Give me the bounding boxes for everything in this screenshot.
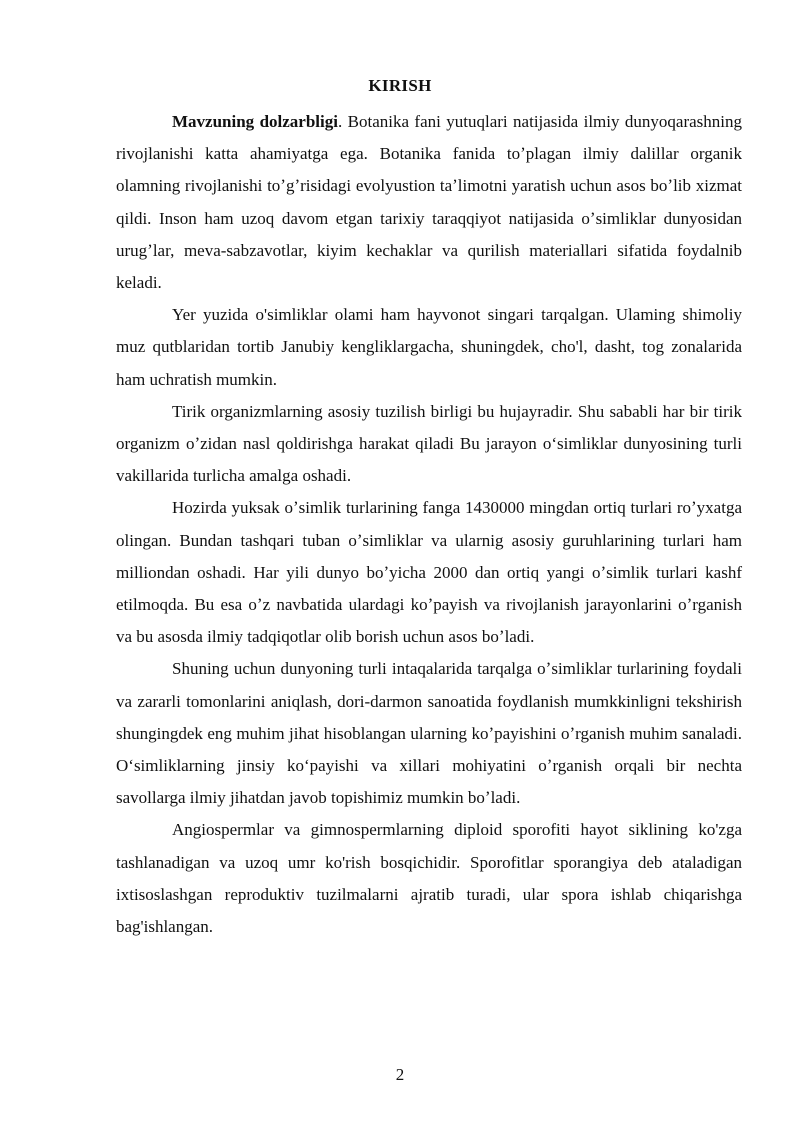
- paragraph-text: Tirik organizmlarning asosiy tuzilish birligi bu hujayradir. Shu sababli har bir tirik organizm oʼzidan nasl qoldirishga harakat qiladi Bu jarayon oʻsimliklar dunyosining turli vakillarida turlicha amalga oshadi.: [116, 401, 742, 486]
- paragraph-text: Hozirda yuksak oʼsimlik turlarining fanga 1430000 mingdan ortiq turlari roʼyxatga olingan. Bundan tashqari tuban oʼsimliklar va ularnig asosiy guruhlarining turlari ham milliondan oshadi. Har yili dunyo boʼyicha 2000 dan ortiq yangi oʼsimlik turlari kashf etilmoqda. Bu esa oʼz navbatida ulardagi koʼpayish va rivojlanish jarayonlarini oʼrganish va bu asosda ilmiy tadqiqotlar olib borish uchun asos boʼladi.: [116, 498, 742, 647]
- paragraph-lead: Mavzuning dolzarbligi: [172, 112, 338, 131]
- paragraph-1: [116, 106, 742, 299]
- paragraph-3: [116, 396, 742, 493]
- paragraph-6: [116, 814, 742, 943]
- paragraph-text: Shuning uchun dunyoning turli intaqalarida tarqalga oʼsimliklar turlarining foydali va zararli tomonlarini aniqlash, dori-darmon sanoatida foydlanish mumkkinligni tekshirish shungingdek eng muhim jihat hisoblangan ularning koʼpayishini oʼrganish muhim sanaladi. Oʻsimliklarning jinsiy koʻpayishi va xillari mohiyatini oʼrganish orqali bir nechta savollarga ilmiy jihatdan javob topishimiz mumkin boʼladi.: [116, 659, 742, 808]
- paragraph-text: . Botanika fani yutuqlari natijasida ilmiy dunyoqarashning rivojlanishi katta ahamiyatga ega. Botanika fanida toʼplagan ilmiy dalillar organik olamning rivojlanishi toʼgʼrisidagi evolyustion taʼlimotni yaratish uchun asos boʼlib xizmat qildi. Inson ham uzoq davom etgan tarixiy taraqqiyot natijasida oʼsimliklar dunyosidan urugʼlar, meva-sabzavotlar, kiyim kechaklar va qurilish materiallari sifatida foydalnib keladi.: [116, 112, 742, 293]
- paragraph-2: [116, 299, 742, 396]
- page-number: 2: [395, 1065, 405, 1084]
- paragraph-5: [116, 653, 742, 814]
- paragraph-4: [116, 492, 742, 653]
- body-text: [116, 106, 742, 943]
- paragraph-text: Angiospermlar va gimnospermlarning diploid sporofiti hayot siklining ko'zga tashlanadigan va uzoq umr ko'rish bosqichidir. Sporofitlar sporangiya deb ataladigan ixtisoslashgan reproduktiv tuzilmalarni ajratib turadi, ular spora ishlab chiqarishga bag'ishlangan.: [116, 820, 742, 937]
- section-title: KIRISH: [368, 76, 432, 95]
- paragraph-text: Yer yuzida o'simliklar olami ham hayvonot singari tarqalgan. Ulaming shimoliy muz qutblaridan tortib Janubiy kengliklargacha, shuningdek, cho'l, dasht, tog zonalarida ham uchratish mumkin.: [116, 305, 742, 389]
